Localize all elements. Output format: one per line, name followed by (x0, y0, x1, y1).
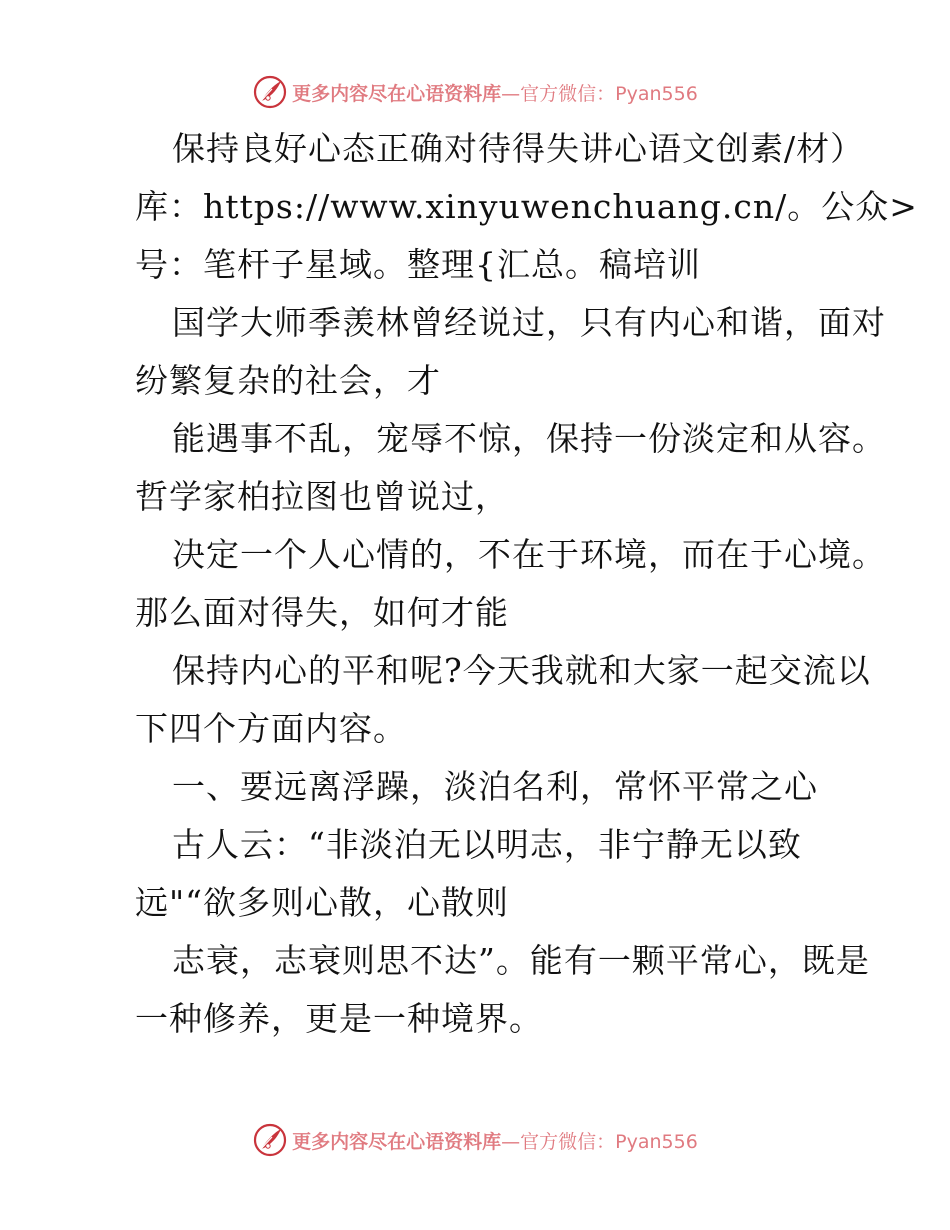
banner-main-text: 更多内容尽在心语资料库 (292, 1130, 502, 1153)
text-line: 古人云：“非淡泊无以明志，非宁静无以致 (172, 825, 802, 864)
footer-banner (0, 1120, 950, 1160)
banner-wechat-text: —官方微信：Pyan556 (501, 82, 698, 105)
text-line: 志衰，志衰则思不达”。能有一颗平常心，既是 (172, 941, 870, 980)
feather-pen-logo-icon (252, 1122, 288, 1158)
text-line: 一种修养，更是一种境界。 (135, 999, 543, 1038)
text-line: 哲学家柏拉图也曾说过， (135, 477, 509, 516)
document-body (98, 120, 918, 1048)
text-line: 能遇事不乱，宠辱不惊，保持一份淡定和从容。 (172, 419, 886, 458)
text-line: 库：https://www.xinyuwenchuang.cn/。公众> (135, 187, 918, 226)
feather-pen-logo-icon (252, 74, 288, 110)
text-line: 国学大师季羡林曾经说过，只有内心和谐，面对 (172, 303, 886, 342)
text-line: 保持良好心态正确对待得失讲心语文创素/材） (172, 129, 865, 168)
text-line: 纷繁复杂的社会，才 (135, 361, 441, 400)
text-line: 保持内心的平和呢?今天我就和大家一起交流以 (172, 651, 871, 690)
section-heading: 一、要远离浮躁，淡泊名利，常怀平常之心 (172, 767, 818, 806)
header-banner (0, 72, 950, 112)
text-line: 远"“欲多则心散，心散则 (135, 883, 510, 922)
banner-wechat-text: —官方微信：Pyan556 (501, 1130, 698, 1153)
text-line: 决定一个人心情的，不在于环境，而在于心境。 (172, 535, 886, 574)
banner-main-text: 更多内容尽在心语资料库 (292, 82, 502, 105)
text-line: 号：笔杆子星域。整理{汇总。稿培训 (135, 245, 701, 284)
text-line: 那么面对得失，如何才能 (135, 593, 509, 632)
body-text (98, 120, 918, 1048)
text-line: 下四个方面内容。 (135, 709, 407, 748)
